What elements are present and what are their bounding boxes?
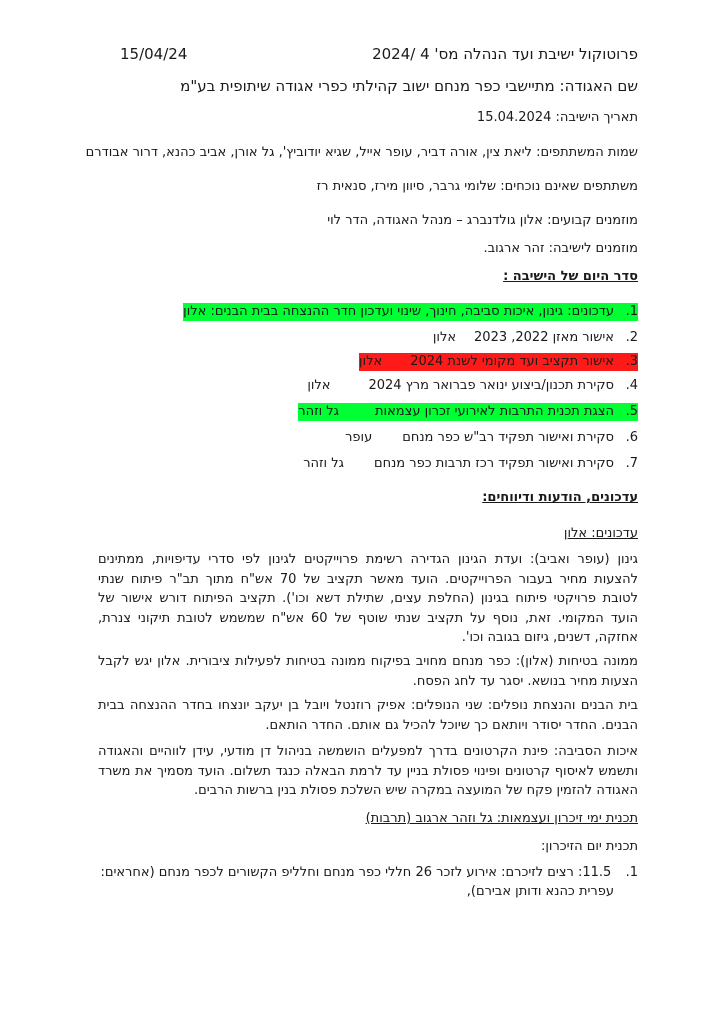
paragraph-memorial-house: בית הבנים והנצחת נופלים: שני הנופלים: אפיק רוזנטל ויובל בן יעקב יונצחו בחדר ההנצחה בבית הבנים. החדר יסודר ויותאם כך שיוכל להכיל גם אותם. החדר הותאם. xyxy=(98,698,638,733)
agenda-item-owner: גל וזהר xyxy=(303,456,344,471)
memorial-subtitle: תכנית יום הזיכרון: xyxy=(541,839,638,854)
updates-title: עדכונים, הודעות ודיווחים: xyxy=(482,490,638,505)
header-date: 15/04/24 xyxy=(120,45,188,63)
agenda-item xyxy=(298,403,638,421)
agenda-item xyxy=(307,377,638,395)
agenda-item-number: 2. xyxy=(625,330,638,345)
permanent-invitees: מוזמנים קבועים: אלון גולדנברג – מנהל האגודה, הדר לוי xyxy=(327,213,638,228)
agenda-item-text: אישור תקציב ועד מקומי לשנת 2024 xyxy=(410,354,614,369)
memorial-item-line2: עפרית כהנא ודותן אבירם), xyxy=(466,884,614,899)
protocol-title: פרוטוקול ישיבת ועד הנהלה מס' 4 /2024 xyxy=(372,45,638,63)
agenda-item xyxy=(433,329,638,347)
memorial-title: תכנית ימי זיכרון ועצמאות: גל וזהר ארגוב (תרבות) xyxy=(365,811,638,826)
agenda-item-number: 1. xyxy=(625,304,638,319)
agenda-title: סדר היום של הישיבה : xyxy=(503,269,638,284)
agenda-item-number: 5. xyxy=(625,404,638,419)
agenda-item-text: סקירת תכנון/ביצוע ינואר פברואר מרץ 2024 xyxy=(368,378,614,393)
agenda-item xyxy=(303,455,638,473)
agenda-item-text: עדכונים: גינון, איכות סביבה, חינוך, שינוי ועדכון חדר ההנצחה בבית הבנים: אלון xyxy=(183,304,614,319)
agenda-item xyxy=(359,353,638,371)
association-name: שם האגודה: מתיישבי כפר מנחם ישוב קהילתי כפרי אגודה שיתופית בע"מ xyxy=(180,77,638,95)
absent-participants: משתתפים שאינם נוכחים: שלומי גרבר, סיוון מירז, סנאית רז xyxy=(316,179,638,194)
paragraph-environment: איכות הסביבה: פינת הקרטונים בדרך למפעלים הושמשה בניהול דן מודעי, עידן לווהיים והאגודה ותשמש לאיסוף קרטונים ופינוי פסולת בניין עד לרמת הבאלה כנגד תשלום. הועד מסמיך את משרד האגודה להזמין פקח של המועצה במקרה שיש השלכת פסולת בנין ברשות הרבים. xyxy=(98,744,638,798)
meeting-date: תאריך הישיבה: 15.04.2024 xyxy=(476,110,638,125)
agenda-item-number: 7. xyxy=(625,456,638,471)
updates-subtitle: עדכונים: אלון xyxy=(563,526,638,541)
paragraph-safety: ממונה בטיחות (אלון): כפר מנחם מחויב בפיקוח ממונה בטיחות לפעילות ציבורית. אלון יגש לקבל הצעות מחיר בנושא. יסגר עד לחג הפסח. xyxy=(98,654,638,689)
agenda-item-text: סקירת ואישור תפקיד רב"ש כפר מנחם xyxy=(402,430,614,445)
agenda-item-owner: גל וזהר xyxy=(298,404,340,419)
agenda-item-text: סקירת ואישור תפקיד רכז תרבות כפר מנחם xyxy=(373,456,614,471)
agenda-item-owner: עופר xyxy=(345,430,373,445)
memorial-item-number: 1. xyxy=(625,865,638,880)
agenda-item-number: 6. xyxy=(625,430,638,445)
memorial-item xyxy=(100,864,638,881)
agenda-item xyxy=(345,429,638,447)
agenda-item-number: 4. xyxy=(625,378,638,393)
agenda-item-number: 3. xyxy=(625,354,638,369)
paragraph-gardening: גינון (עופר ואביב): ועדת הגינון הגדירה רשימת פרוייקטים לגינון לפי סדרי עדיפויות, ממתינים להצעות מחיר בעבור הפרוייקטים. הועד מאשר תקציב של 70 אש"ח מתוך תב"ר פיתוח שנתי לטובת פרויקטי פיתוח בגינון (החלפת עצים, שתילת דשא וכו'). תקציב הפיתוח דורש אישור של הועד המקומי. זאת, נוסף על תקציב שנתי שוטף של 60 אש"ח שמשמש לטובת תיקוני צנרת, אחזקה, דשנים, גיזום בגובה וכו'. xyxy=(98,552,638,645)
agenda-item-text: אישור מאזן 2022, 2023 xyxy=(474,330,614,345)
meeting-invitees: מוזמנים לישיבה: זהר ארגוב. xyxy=(483,241,638,256)
participants: שמות המשתתפים: ליאת צין, אורה דביר, עופר אייל, שגיא יודוביץ', גל אורן, אביב כהנא, דרור אבודרם xyxy=(85,145,638,160)
memorial-item-line1: 11.5: רצים לזיכרם: אירוע לזכר 26 חללי כפר מנחם וחלליפ הקשורים לכפר מנחם (אחראים: xyxy=(100,865,612,880)
agenda-item xyxy=(183,303,638,321)
agenda-item-owner: אלון xyxy=(432,330,457,345)
agenda-item-owner: אלון xyxy=(359,354,383,369)
agenda-item-owner: אלון xyxy=(307,378,331,393)
agenda-item-text: הצגת תכנית התרבות לאירועי זכרון עצמאות xyxy=(375,404,614,419)
